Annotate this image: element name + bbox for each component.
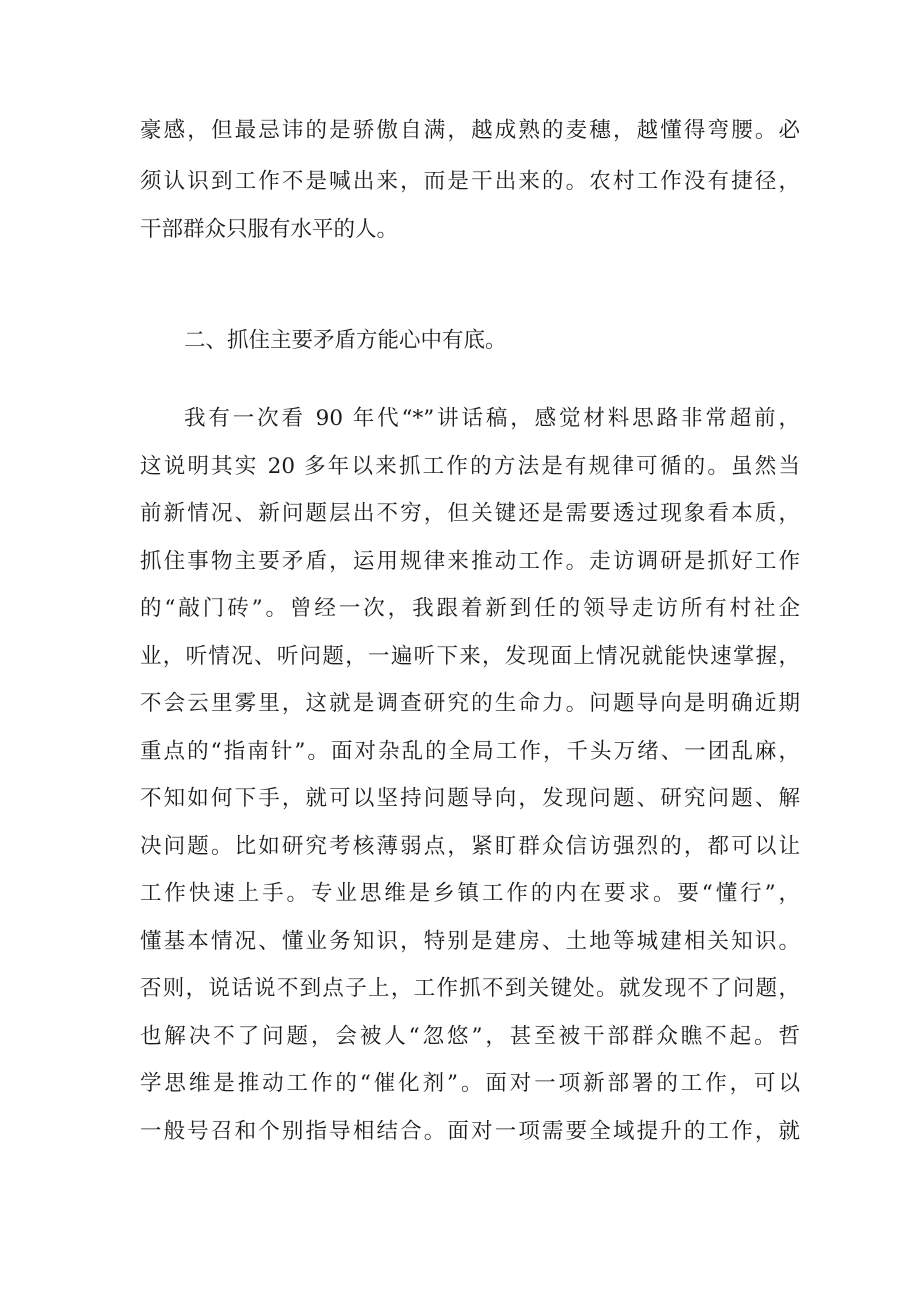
text-line: 须认识到工作不是喊出来，而是干出来的。农村工作没有捷径， bbox=[140, 169, 800, 194]
text-line: 也解决不了问题，会被人“忽悠”，甚至被干部群众瞧不起。哲 bbox=[140, 1024, 800, 1049]
text-line: 豪感，但最忌讳的是骄傲自满，越成熟的麦穗，越懂得弯腰。必 bbox=[140, 118, 800, 143]
text-line: 前新情况、新问题层出不穷，但关键还是需要透过现象看本质， bbox=[140, 501, 800, 526]
text-line: 抓住事物主要矛盾，运用规律来推动工作。走访调研是抓好工作 bbox=[140, 549, 800, 574]
text-line: 的“敲门砖”。曾经一次，我跟着新到任的领导走访所有村社企 bbox=[140, 596, 800, 621]
text-line: 懂基本情况、懂业务知识，特别是建房、土地等城建相关知识。 bbox=[140, 929, 800, 954]
text-line: 不知如何下手，就可以坚持问题导向，发现问题、研究问题、解 bbox=[140, 786, 800, 811]
text-line: 一般号召和个别指导相结合。面对一项需要全域提升的工作，就 bbox=[140, 1119, 800, 1144]
text-line: 决问题。比如研究考核薄弱点，紧盯群众信访强烈的，都可以让 bbox=[140, 834, 800, 859]
text-line: 我有一次看 90 年代“*”讲话稿，感觉材料思路非常超前， bbox=[184, 406, 800, 431]
text-line: 不会云里雾里，这就是调查研究的生命力。问题导向是明确近期 bbox=[140, 691, 800, 716]
text-line: 这说明其实 20 多年以来抓工作的方法是有规律可循的。虽然当 bbox=[140, 454, 800, 479]
text-line: 业，听情况、听问题，一遍听下来，发现面上情况就能快速掌握， bbox=[140, 644, 800, 669]
text-line: 否则，说话说不到点子上，工作抓不到关键处。就发现不了问题， bbox=[140, 976, 800, 1001]
text-line: 重点的“指南针”。面对杂乱的全局工作，千头万绪、一团乱麻， bbox=[140, 739, 800, 764]
text-line: 干部群众只服有水平的人。 bbox=[140, 217, 399, 242]
text-line: 学思维是推动工作的“催化剂”。面对一项新部署的工作，可以 bbox=[140, 1071, 800, 1096]
text-line: 工作快速上手。专业思维是乡镇工作的内在要求。要“懂行”， bbox=[140, 881, 800, 906]
section-heading: 二、抓住主要矛盾方能心中有底。 bbox=[184, 328, 507, 353]
